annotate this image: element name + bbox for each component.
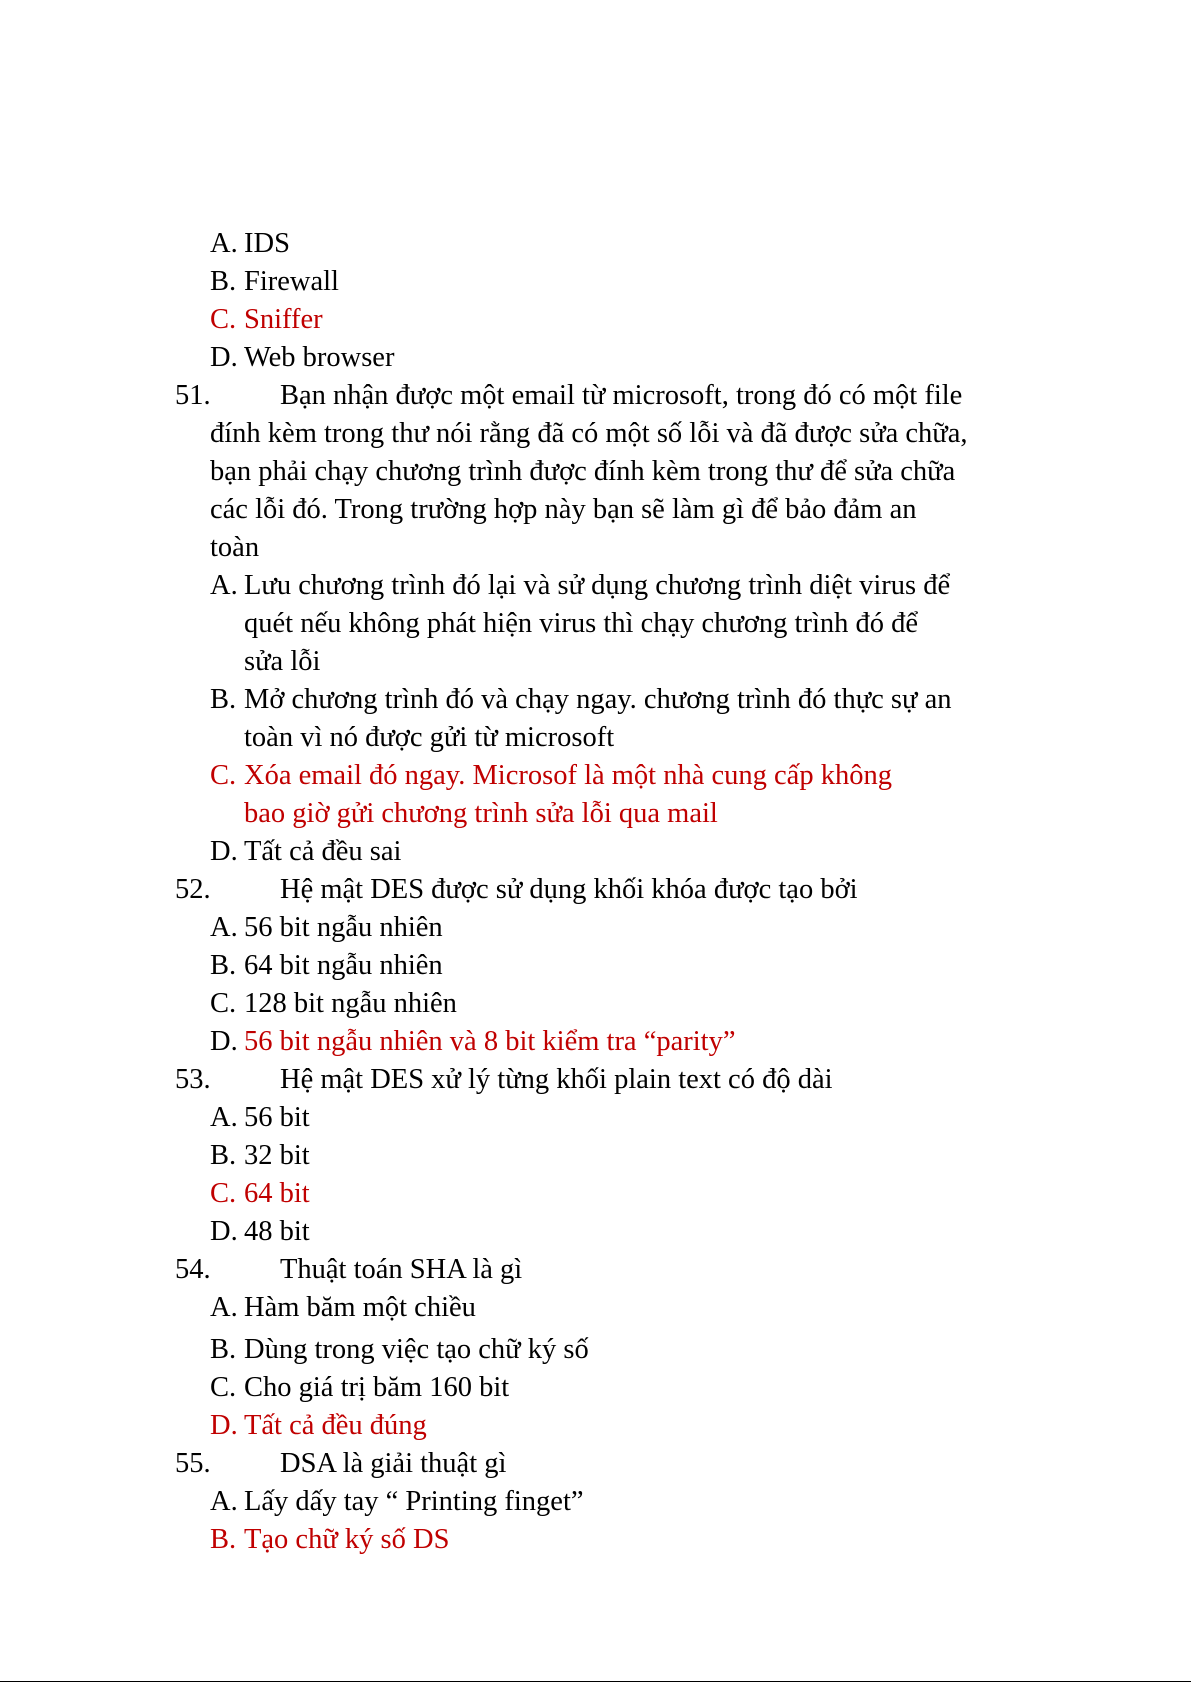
q55-number: 55. [175,1448,211,1479]
q51-text-line-5: toàn [210,532,260,563]
q55-option-a: A. Lấy dấy tay “ Printing finget” [210,1486,584,1517]
q55-text: DSA là giải thuật gì [280,1448,507,1479]
q51-option-b: B. Mở chương trình đó và chạy ngay. chương trình đó thực sự an [210,684,952,715]
q53-option-a: A. 56 bit [210,1102,310,1133]
q51-option-c-line-2: bao giờ gửi chương trình sửa lỗi qua mail [244,798,718,829]
q51-text-line-4: các lỗi đó. Trong trường hợp này bạn sẽ làm gì để bảo đảm an [210,494,917,525]
q50-option-a: A. IDS [210,228,290,259]
q54-option-b: B. Dùng trong việc tạo chữ ký số [210,1334,589,1365]
q54-text: Thuật toán SHA là gì [280,1254,523,1285]
q54-option-c: C. Cho giá trị băm 160 bit [210,1372,510,1403]
q52-option-a: A. 56 bit ngẫu nhiên [210,912,443,943]
q50-option-b: B. Firewall [210,266,339,297]
q51-text-line-3: bạn phải chạy chương trình được đính kèm trong thư để sửa chữa [210,456,956,487]
q51-text-line-1: Bạn nhận được một email từ microsoft, trong đó có một file [280,380,963,411]
q52-option-d-correct: D. 56 bit ngẫu nhiên và 8 bit kiểm tra “parity” [210,1026,736,1057]
q51-option-a-line-2: quét nếu không phát hiện virus thì chạy chương trình đó để [244,608,919,639]
q51-number: 51. [175,380,211,411]
q53-option-b: B. 32 bit [210,1140,310,1171]
q54-option-d-correct: D. Tất cả đều đúng [210,1410,427,1441]
q51-option-c-correct: C. Xóa email đó ngay. Microsof là một nhà cung cấp không [210,760,892,791]
q51-option-b-line-2: toàn vì nó được gửi từ microsoft [244,722,615,753]
q53-text: Hệ mật DES xử lý từng khối plain text có độ dài [280,1064,833,1095]
q52-number: 52. [175,874,211,905]
q55-option-b-correct: B. Tạo chữ ký số DS [210,1524,450,1555]
q54-option-a: A. Hàm băm một chiều [210,1292,476,1323]
q53-option-d: D. 48 bit [210,1216,310,1247]
q52-text: Hệ mật DES được sử dụng khối khóa được tạo bởi [280,874,858,905]
q53-number: 53. [175,1064,211,1095]
q51-text-line-2: đính kèm trong thư nói rằng đã có một số lỗi và đã được sửa chữa, [210,418,968,449]
q53-option-c-correct: C. 64 bit [210,1178,310,1209]
page-bottom-rule [0,1681,1191,1682]
q51-option-a-line-3: sửa lỗi [244,646,321,677]
q52-option-c: C. 128 bit ngẫu nhiên [210,988,457,1019]
q51-option-a: A. Lưu chương trình đó lại và sử dụng chương trình diệt virus để [210,570,951,601]
q52-option-b: B. 64 bit ngẫu nhiên [210,950,443,981]
q51-option-d: D. Tất cả đều sai [210,836,402,867]
q50-option-c-correct: C. Sniffer [210,304,323,335]
q54-number: 54. [175,1254,211,1285]
q50-option-d: D. Web browser [210,342,395,373]
